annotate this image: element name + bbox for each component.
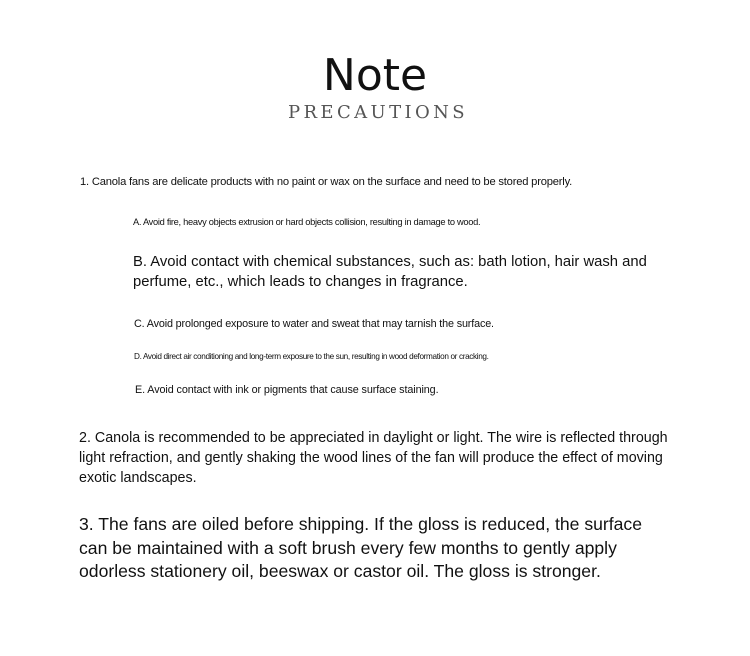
precaution-sub-item-d: D. Avoid direct air conditioning and long-term exposure to the sun, resulting in wood deformation or cracking. [134,352,489,361]
precaution-sub-item-e: E. Avoid contact with ink or pigments that cause surface staining. [135,384,439,396]
precaution-sub-item-c: C. Avoid prolonged exposure to water and sweat that may tarnish the surface. [134,318,494,330]
precaution-item-2: 2. Canola is recommended to be appreciated in daylight or light. The wire is reflected through light refraction, and gently shaking the wood lines of the fan will produce the effect of moving exotic landscapes. [79,430,668,486]
precaution-sub-item-b: B. Avoid contact with chemical substances, such as: bath lotion, hair wash and perfume, etc., which leads to changes in fragrance. [133,254,647,290]
precaution-sub-item-a: A. Avoid fire, heavy objects extrusion or hard objects collision, resulting in damage to wood. [133,217,481,227]
precaution-item-3: 3. The fans are oiled before shipping. If the gloss is reduced, the surface can be maintained with a soft brush every few months to gently apply odorless stationery oil, beeswax or castor oil. The gloss is stronger. [79,514,643,581]
page-subtitle: PRECAUTIONS [287,102,469,123]
precaution-item-1: 1. Canola fans are delicate products with no paint or wax on the surface and need to be stored properly. [80,176,573,188]
page-title: Note [322,50,428,101]
